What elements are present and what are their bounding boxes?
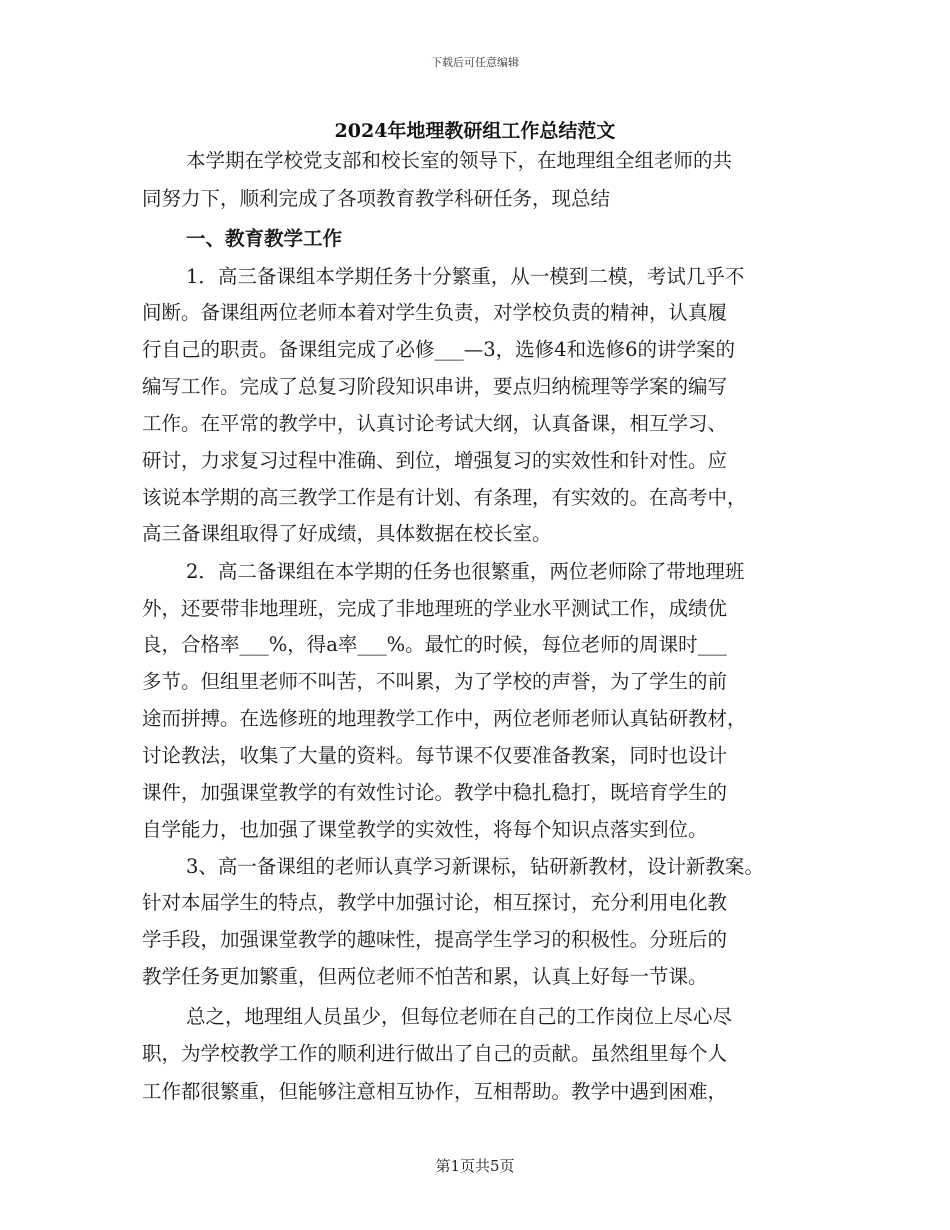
body-line: 外，还要带非地理班，完成了非地理班的学业水平测试工作，成绩优 [142, 597, 728, 620]
body-line: 多节。但组里老师不叫苦，不叫累，为了学校的声誉，为了学生的前 [142, 670, 728, 693]
body-line: 3、高一备课组的老师认真学习新课标，钻研新教材，设计新教案。 [186, 855, 764, 878]
body-line: 学手段，加强课堂教学的趣味性，提高学生学习的积极性。分班后的 [142, 928, 728, 951]
document-title: 2024年地理教研组工作总结范文 [334, 120, 616, 142]
body-line: 工作。在平常的教学中，认真讨论考试大纲，认真备课，相互学习、 [142, 412, 728, 435]
body-line: 自学能力，也加强了课堂教学的实效性，将每个知识点落实到位。 [142, 818, 708, 841]
body-line: 讨论教法，收集了大量的资料。每节课不仅要准备教案，同时也设计 [142, 744, 728, 767]
header-note: 下载后可任意编辑 [431, 56, 519, 69]
body-line: 途而拼搏。在选修班的地理教学工作中，两位老师老师认真钻研教材， [142, 707, 747, 730]
body-line: 针对本届学生的特点，教学中加强讨论，相互探讨，充分利用电化教 [142, 891, 728, 914]
body-line: 1．高三备课组本学期任务十分繁重，从一模到二模，考试几乎不 [186, 265, 745, 288]
body-line: 2．高二备课组在本学期的任务也很繁重，两位老师除了带地理班 [186, 560, 745, 583]
body-line: 职，为学校教学工作的顺利进行做出了自己的贡献。虽然组里每个人 [142, 1042, 728, 1065]
page-number: 第1页共5页 [435, 1157, 515, 1175]
body-line: 编写工作。完成了总复习阶段知识串讲，要点归纳梳理等学案的编写 [142, 375, 728, 398]
body-line: 研讨，力求复习过程中准确、到位，增强复习的实效性和针对性。应 [142, 449, 728, 472]
body-line: 良，合格率___%，得a率___%。最忙的时候，每位老师的周课时___ [142, 633, 727, 656]
body-line: 行自己的职责。备课组完成了必修___—3，选修4和选修6的讲学案的 [142, 338, 735, 361]
body-line: 课件，加强课堂教学的有效性讨论。教学中稳扎稳打，既培育学生的 [142, 781, 728, 804]
body-line: 高三备课组取得了好成绩，具体数据在校长室。 [142, 522, 552, 545]
body-line: 同努力下，顺利完成了各项教育教学科研任务，现总结 [142, 187, 611, 210]
body-line: 教学任务更加繁重，但两位老师不怕苦和累，认真上好每一节课。 [142, 965, 708, 988]
body-line: 本学期在学校党支部和校长室的领导下，在地理组全组老师的共 [186, 149, 733, 172]
section-heading: 一、教育教学工作 [186, 227, 343, 250]
body-line: 该说本学期的高三教学工作是有计划、有条理，有实效的。在高考中， [142, 486, 747, 509]
body-line: 间断。备课组两位老师本着对学生负责，对学校负责的精神，认真履 [142, 301, 728, 324]
body-line: 总之，地理组人员虽少，但每位老师在自己的工作岗位上尽心尽 [186, 1005, 733, 1028]
body-line: 工作都很繁重，但能够注意相互协作，互相帮助。教学中遇到困难， [142, 1080, 728, 1103]
